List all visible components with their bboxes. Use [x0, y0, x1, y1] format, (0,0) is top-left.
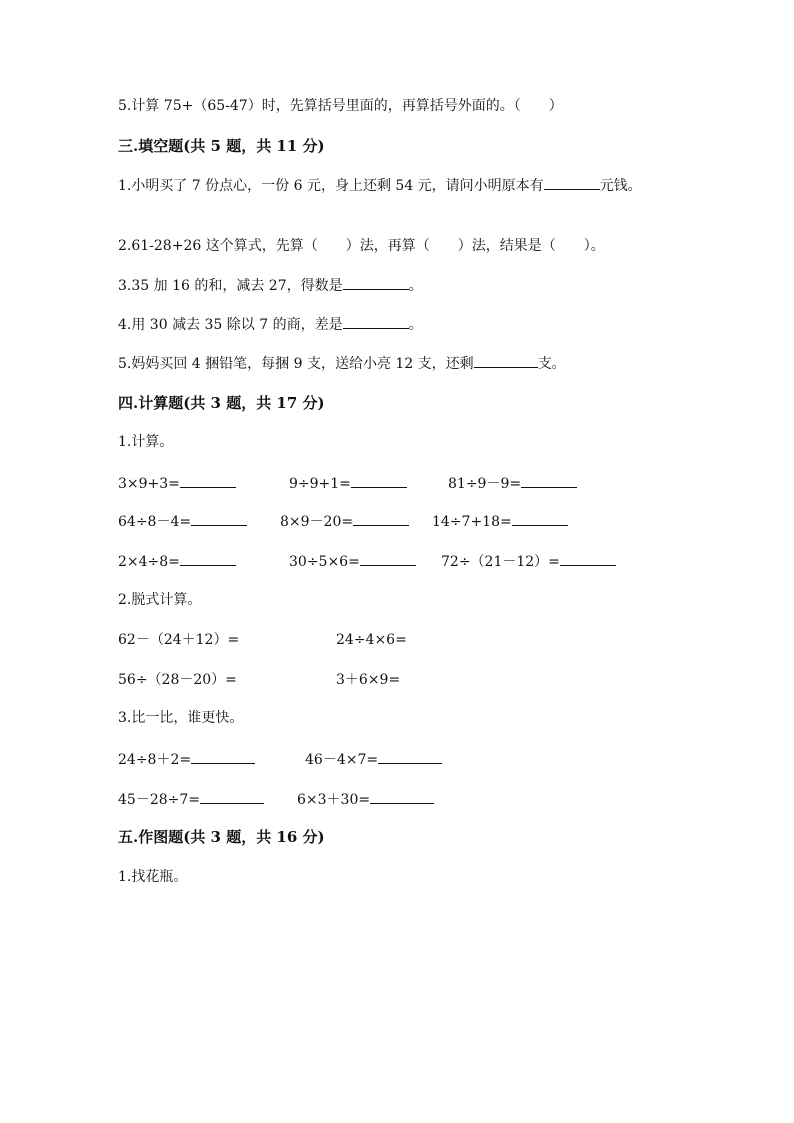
expression: 2×4÷8= — [118, 554, 180, 570]
calc-item — [448, 473, 577, 494]
compare-calc-item — [305, 749, 442, 770]
fill-question-1 — [118, 175, 678, 197]
answer-blank[interactable] — [474, 353, 538, 368]
expression: 6×3＋30= — [297, 792, 371, 808]
expression: 24÷8＋2= — [118, 752, 192, 768]
expression: 45－28÷7= — [118, 792, 200, 808]
answer-blank[interactable] — [512, 511, 568, 526]
calc-item — [432, 511, 568, 532]
fill-q5-text: 5.妈妈买回 4 捆铅笔，每捆 9 支，送给小亮 12 支，还剩 — [118, 356, 474, 372]
expression: 64÷8－4= — [118, 514, 192, 530]
answer-blank[interactable] — [180, 551, 236, 566]
section-heading-drawing: 五.作图题(共 3 题，共 16 分) — [118, 828, 325, 846]
answer-blank[interactable] — [521, 473, 577, 488]
fill-q1-text: 1.小明买了 7 份点心，一份 6 元，身上还剩 54 元，请问小明原本有 — [118, 178, 544, 194]
fill-question-4 — [118, 314, 423, 335]
answer-blank[interactable] — [343, 314, 409, 329]
calc-item — [289, 473, 407, 494]
draw-question-1: 1.找花瓶。 — [118, 869, 188, 885]
answer-blank[interactable] — [343, 275, 409, 290]
answer-blank[interactable] — [200, 789, 264, 804]
answer-blank[interactable] — [560, 551, 616, 566]
fill-q1-unit: 元钱。 — [599, 178, 642, 194]
fill-q5-end: 支。 — [537, 356, 566, 372]
step-calc-item: 56÷（28－20）= — [118, 672, 237, 688]
answer-blank[interactable] — [370, 789, 434, 804]
fill-q3-end: 。 — [408, 278, 423, 294]
fill-question-5 — [118, 353, 566, 374]
calc-item — [441, 551, 616, 572]
answer-blank[interactable] — [191, 511, 247, 526]
answer-blank[interactable] — [360, 551, 416, 566]
calc-item — [118, 473, 236, 494]
fill-question-3 — [118, 275, 423, 296]
calc-item — [118, 551, 236, 572]
fill-q4-text: 4.用 30 减去 35 除以 7 的商，差是 — [118, 317, 343, 333]
step-calc-item: 62－（24＋12）= — [118, 632, 240, 648]
calc-question-3-title: 3.比一比，谁更快。 — [118, 710, 244, 726]
expression: 30÷5×6= — [289, 554, 360, 570]
expression: 14÷7+18= — [432, 514, 512, 530]
expression: 9÷9+1= — [289, 476, 351, 492]
expression: 3×9+3= — [118, 476, 180, 492]
expression: 8×9－20= — [280, 514, 354, 530]
section-heading-fill-blank: 三.填空题(共 5 题，共 11 分) — [118, 137, 325, 155]
answer-blank[interactable] — [180, 473, 236, 488]
compare-calc-item — [118, 789, 264, 810]
fill-question-2: 2.61-28+26 这个算式，先算（ ）法，再算（ ）法，结果是（ ）。 — [118, 238, 605, 254]
answer-blank[interactable] — [353, 511, 409, 526]
expression: 72÷（21－12）= — [441, 554, 560, 570]
compare-calc-item — [297, 789, 434, 810]
calc-question-1-title: 1.计算。 — [118, 434, 174, 450]
answer-blank[interactable] — [351, 473, 407, 488]
judge-question-5: 5.计算 75+（65-47）时，先算括号里面的，再算括号外面的。（ ） — [118, 98, 563, 114]
calc-question-2-title: 2.脱式计算。 — [118, 592, 202, 608]
step-calc-item: 24÷4×6= — [336, 632, 407, 648]
compare-calc-item — [118, 749, 255, 770]
answer-blank[interactable] — [378, 749, 442, 764]
calc-item — [280, 511, 409, 532]
expression: 46－4×7= — [305, 752, 379, 768]
step-calc-item: 3＋6×9= — [336, 672, 401, 688]
calc-item — [289, 551, 416, 572]
expression: 81÷9－9= — [448, 476, 522, 492]
answer-blank[interactable] — [191, 749, 255, 764]
section-heading-calculation: 四.计算题(共 3 题，共 17 分) — [118, 394, 325, 412]
fill-q4-end: 。 — [408, 317, 423, 333]
fill-q3-text: 3.35 加 16 的和，减去 27，得数是 — [118, 278, 343, 294]
answer-blank[interactable] — [544, 175, 600, 190]
calc-item — [118, 511, 247, 532]
